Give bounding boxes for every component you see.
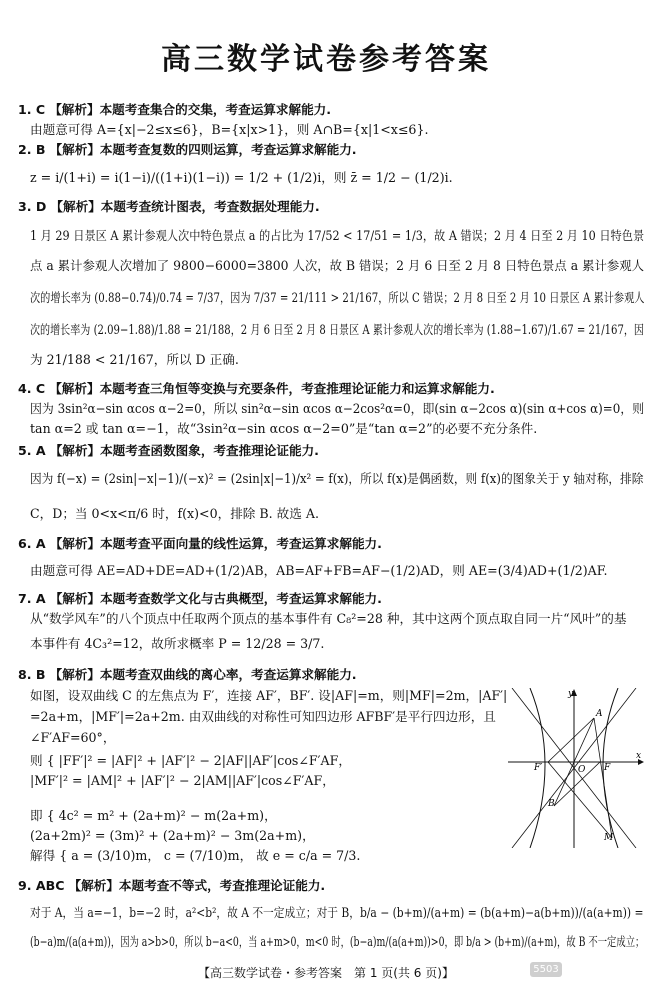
q3-header-text: 【解析】本题考查统计图表，考查数据处理能力.: [50, 199, 320, 214]
label-f: F: [604, 763, 611, 773]
q4-line-2: tan α=2 或 tan α=−1，故“3sin²α−sin αcos α−2=0”是“tan α=2”的必要不充分条件.: [30, 421, 538, 436]
q6-number: 6. A: [18, 536, 46, 551]
q9-line-1: 对于 A，当 a=−1，b=−2 时，a²<b²，故 A 不一定成立；对于 B，b/a − (b+m)/(a+m) = (b(a+m)−a(b+m))/(a(a+m)) =: [30, 905, 644, 920]
q3-line-2: 点 a 累计参观人次增加了 9800−6000=3800 人次，故 B 错误；2 月 6 日至 2 月 8 日特色景点 a 累计参观人: [30, 258, 645, 273]
q1-line-1: 由题意可得 A={x|−2≤x≤6}，B={x|x>1}，则 A∩B={x|1<x≤6}.: [30, 122, 429, 137]
q7-header: [18, 591, 382, 607]
q8-line-8: 解得 { a = (3/10)m， c = (7/10)m， 故 e = c/a = 7/3.: [30, 848, 361, 863]
q8-line-2: =2a+m，|MF′|=2a+2m. 由双曲线的对称性可知四边形 AFBF′是平行四边形，且: [30, 709, 496, 724]
q8-line-7: (2a+2m)² = (3m)² + (2a+m)² − 3m(2a+m)，: [30, 828, 315, 843]
q3-line-1: 1 月 29 日景区 A 累计参观人次中特色景点 a 的占比为 17/52 < 17/51 = 1/3，故 A 错误；2 月 4 日至 2 月 10 日特色景: [30, 228, 645, 243]
q1-header: [18, 102, 331, 118]
q4-header-text: 【解析】本题考查三角恒等变换与充要条件，考查推理论证能力和运算求解能力.: [49, 381, 495, 396]
q8-line-3: ∠F′AF=60°，: [30, 730, 116, 745]
q2-number: 2. B: [18, 142, 46, 157]
q8-header-text: 【解析】本题考查双曲线的离心率，考查运算求解能力.: [49, 667, 357, 682]
label-m: M: [604, 833, 614, 843]
q4-number: 4. C: [18, 381, 46, 396]
q8-line-4: 则 { |FF′|² = |AF|² + |AF′|² − 2|AF||AF′|cos∠F′AF，: [30, 753, 351, 768]
q8-line-1: 如图，设双曲线 C 的左焦点为 F′，连接 AF′，BF′. 设|AF|=m，则|MF|=2m，|AF′|: [30, 688, 508, 703]
q5-number: 5. A: [18, 443, 46, 458]
page-footer: 【高三数学试卷・参考答案 第 1 页(共 6 页)】: [198, 966, 454, 980]
q3-line-3: 次的增长率为 (0.88−0.74)/0.74 = 7/37，因为 7/37 = 21/111 > 21/167，所以 C 错误；2 月 8 日至 2 月 10 日景区 A 累计参观人: [30, 290, 645, 305]
q3-header: [18, 199, 320, 215]
q4-line-1: 因为 3sin²α−sin αcos α−2=0，所以 sin²α−sin αcos α−2cos²α=0，即(sin α−2cos α)(sin α+cos α)=0，则: [30, 401, 645, 416]
q6-line-1: 由题意可得 AE=AD+DE=AD+(1/2)AB，AB=AF+FB=AF−(1/2)AD，则 AE=(3/4)AD+(1/2)AF.: [30, 563, 608, 578]
q8-header: [18, 667, 357, 683]
q5-line-2: C，D；当 0<x<π/6 时，f(x)<0，排除 B. 故选 A.: [30, 506, 319, 521]
label-b: B: [548, 799, 555, 809]
q9-number: 9. ABC: [18, 878, 65, 893]
q7-line-2: 本事件有 4C₃²=12，故所求概率 P = 12/28 = 3/7.: [30, 636, 325, 651]
q1-number: 1. C: [18, 102, 46, 117]
q9-line-2: (b−a)m/(a(a+m))，因为 a>b>0，所以 b−a<0，当 a+m>0，m<0 时，(b−a)m/(a(a+m))>0，即 b/a > (b+m)/(a+m)，故 B 不一定成立；: [30, 934, 645, 949]
label-f-prime: F′: [534, 763, 543, 773]
q9-header: [18, 878, 325, 894]
q6-header-text: 【解析】本题考查平面向量的线性运算，考查运算求解能力.: [49, 536, 382, 551]
q3-number: 3. D: [18, 199, 47, 214]
line-f-b: [554, 762, 600, 806]
q7-number: 7. A: [18, 591, 46, 606]
q5-line-1: 因为 f(−x) = (2sin|−x|−1)/(−x)² = (2sin|x|−1)/x² = f(x)，所以 f(x)是偶函数，则 f(x)的图象关于 y 轴对称，排除: [30, 471, 644, 486]
q7-line-1: 从“数学风车”的八个顶点中任取两个顶点的基本事件有 C₈²=28 种，其中这两个顶点取自同一片“风叶”的基: [30, 611, 627, 626]
page-title: 高三数学试卷参考答案: [161, 42, 491, 77]
q4-header: [18, 381, 495, 397]
q2-header-text: 【解析】本题考查复数的四则运算，考查运算求解能力.: [49, 142, 357, 157]
q9-header-text: 【解析】本题考查不等式，考查推理论证能力.: [68, 878, 326, 893]
q3-line-5: 为 21/188 < 21/167，所以 D 正确.: [30, 352, 239, 367]
q7-header-text: 【解析】本题考查数学文化与古典概型，考查运算求解能力.: [49, 591, 382, 606]
q1-header-text: 【解析】本题考查集合的交集，考查运算求解能力.: [49, 102, 332, 117]
q8-line-5: |MF′|² = |AM|² + |AF′|² − 2|AM||AF′|cos∠F′AF，: [30, 773, 335, 788]
q5-header-text: 【解析】本题考查函数图象，考查推理论证能力.: [49, 443, 319, 458]
q6-header: [18, 536, 382, 552]
line-f2-a: [548, 718, 594, 762]
label-y: y: [568, 689, 574, 699]
q8-line-6: 即 { 4c² = m² + (2a+m)² − m(2a+m)，: [30, 808, 277, 823]
q8-number: 8. B: [18, 667, 46, 682]
q3-line-4: 次的增长率为 (2.09−1.88)/1.88 = 21/188，2 月 6 日至 2 月 8 日景区 A 累计参观人次的增长率为 (1.88−1.67)/1.67 = 21/167，因: [30, 322, 644, 337]
q2-header: [18, 142, 357, 158]
label-o: O: [578, 765, 586, 775]
q2-line-1: z = i/(1+i) = i(1−i)/((1+i)(1−i)) = 1/2 + (1/2)i，则 z̄ = 1/2 − (1/2)i.: [30, 170, 453, 185]
hyperbola-figure: [508, 688, 644, 848]
label-x: x: [636, 751, 642, 761]
page-stamp: 5503: [530, 962, 562, 977]
label-a: A: [596, 709, 603, 719]
q5-header: [18, 443, 319, 459]
